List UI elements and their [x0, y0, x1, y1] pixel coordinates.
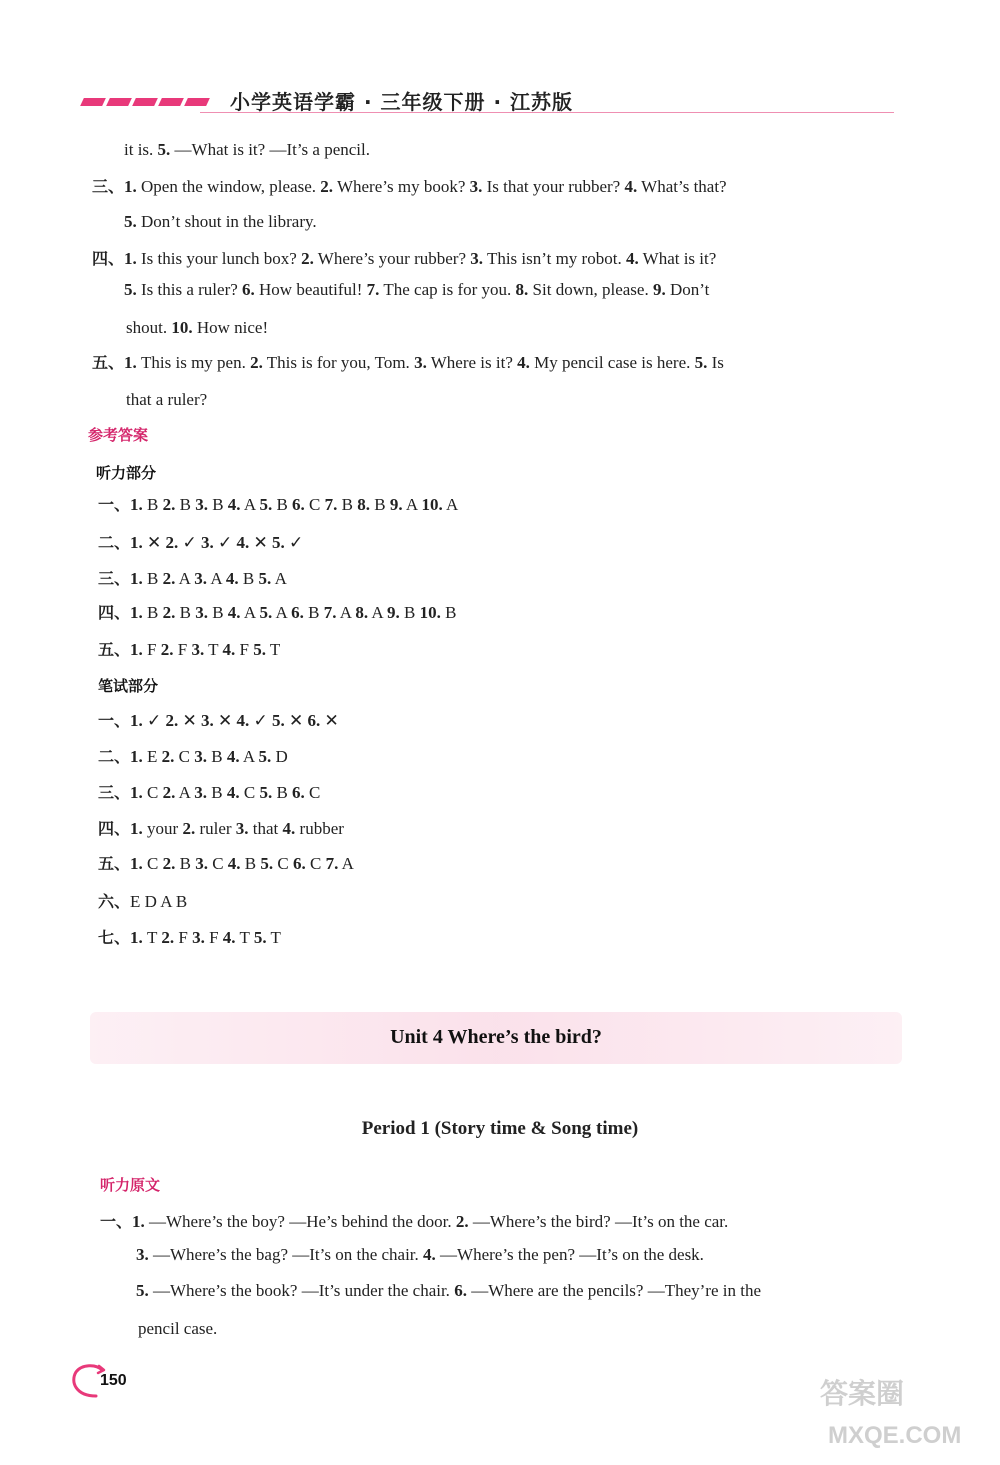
lines-listening-line: 三、1. B 2. A 3. A 4. B 5. A: [98, 569, 287, 588]
section-written-heading: 笔试部分: [98, 677, 159, 695]
page-header: [82, 84, 894, 124]
section-answers-heading: 参考答案: [88, 426, 149, 444]
page-number: [66, 1360, 126, 1400]
watermark-url: MXQE.COM: [828, 1422, 962, 1449]
lines-written-line: 五、1. C 2. B 3. C 4. B 5. C 6. C 7. A: [98, 854, 354, 873]
lines-script-line: pencil case.: [138, 1319, 218, 1338]
lines-top-line: 三、1. Open the window, please. 2. Where’s my book? 3. Is that your rubber? 4. What’s that?: [92, 177, 727, 196]
lines-written-line: 三、1. C 2. A 3. B 4. C 5. B 6. C: [98, 783, 321, 802]
lines-top-line: 四、1. Is this your lunch box? 2. Where’s your rubber? 3. This isn’t my robot. 4. What is it?: [92, 249, 717, 268]
lines-script-line: 5. —Where’s the book? —It’s under the chair. 6. —Where are the pencils? —They’re in the: [136, 1281, 761, 1300]
lines-written-line: 二、1. E 2. C 3. B 4. A 5. D: [98, 747, 288, 766]
lines-written-line: 七、1. T 2. F 3. F 4. T 5. T: [98, 928, 281, 947]
lines-top-line: 五、1. This is my pen. 2. This is for you, Tom. 3. Where is it? 4. My pencil case is here. 5. Is: [92, 353, 724, 372]
lines-top-line: it is. 5. —What is it? —It’s a pencil.: [124, 140, 370, 159]
lines-written-line: 一、1. ✓ 2. ✕ 3. ✕ 4. ✓ 5. ✕ 6. ✕: [98, 711, 339, 730]
lines-listening-line: 五、1. F 2. F 3. T 4. F 5. T: [98, 640, 281, 659]
lines-listening-line: 四、1. B 2. B 3. B 4. A 5. A 6. B 7. A 8. A 9. B 10. B: [98, 603, 457, 622]
page-number-text: 150: [100, 1372, 127, 1389]
lines-script-line: 一、1. —Where’s the boy? —He’s behind the door. 2. —Where’s the bird? —It’s on the car.: [100, 1212, 729, 1231]
lines-top-line: 5. Is this a ruler? 6. How beautiful! 7. The cap is for you. 8. Sit down, please. 9. Don’t: [124, 280, 710, 299]
header-stripes: [82, 98, 208, 106]
lines-top-line: that a ruler?: [126, 390, 208, 409]
lines-written-line: 四、1. your 2. ruler 3. that 4. rubber: [98, 819, 344, 838]
lines-listening-line: 二、1. ✕ 2. ✓ 3. ✓ 4. ✕ 5. ✓: [98, 533, 304, 552]
watermark-logo: 答案圈: [820, 1377, 905, 1410]
section-listening-heading: 听力部分: [96, 464, 157, 482]
header-title: 小学英语学霸 · 三年级下册 · 江苏版: [230, 90, 574, 114]
unit-title: Unit 4 Where’s the bird?: [390, 1026, 602, 1048]
lines-top-line: 5. Don’t shout in the library.: [124, 212, 317, 231]
lines-written-line: 六、E D A B: [98, 892, 188, 911]
lines-script-line: 3. —Where’s the bag? —It’s on the chair. 4. —Where’s the pen? —It’s on the desk.: [136, 1245, 704, 1264]
section-script-heading: 听力原文: [100, 1176, 161, 1194]
lines-top-line: shout. 10. How nice!: [126, 318, 269, 337]
lines-listening-line: 一、1. B 2. B 3. B 4. A 5. B 6. C 7. B 8. B 9. A 10. A: [98, 495, 459, 514]
unit-banner: [90, 1012, 902, 1064]
header-rule: [200, 112, 894, 113]
period-title: Period 1 (Story time & Song time): [361, 1118, 639, 1139]
